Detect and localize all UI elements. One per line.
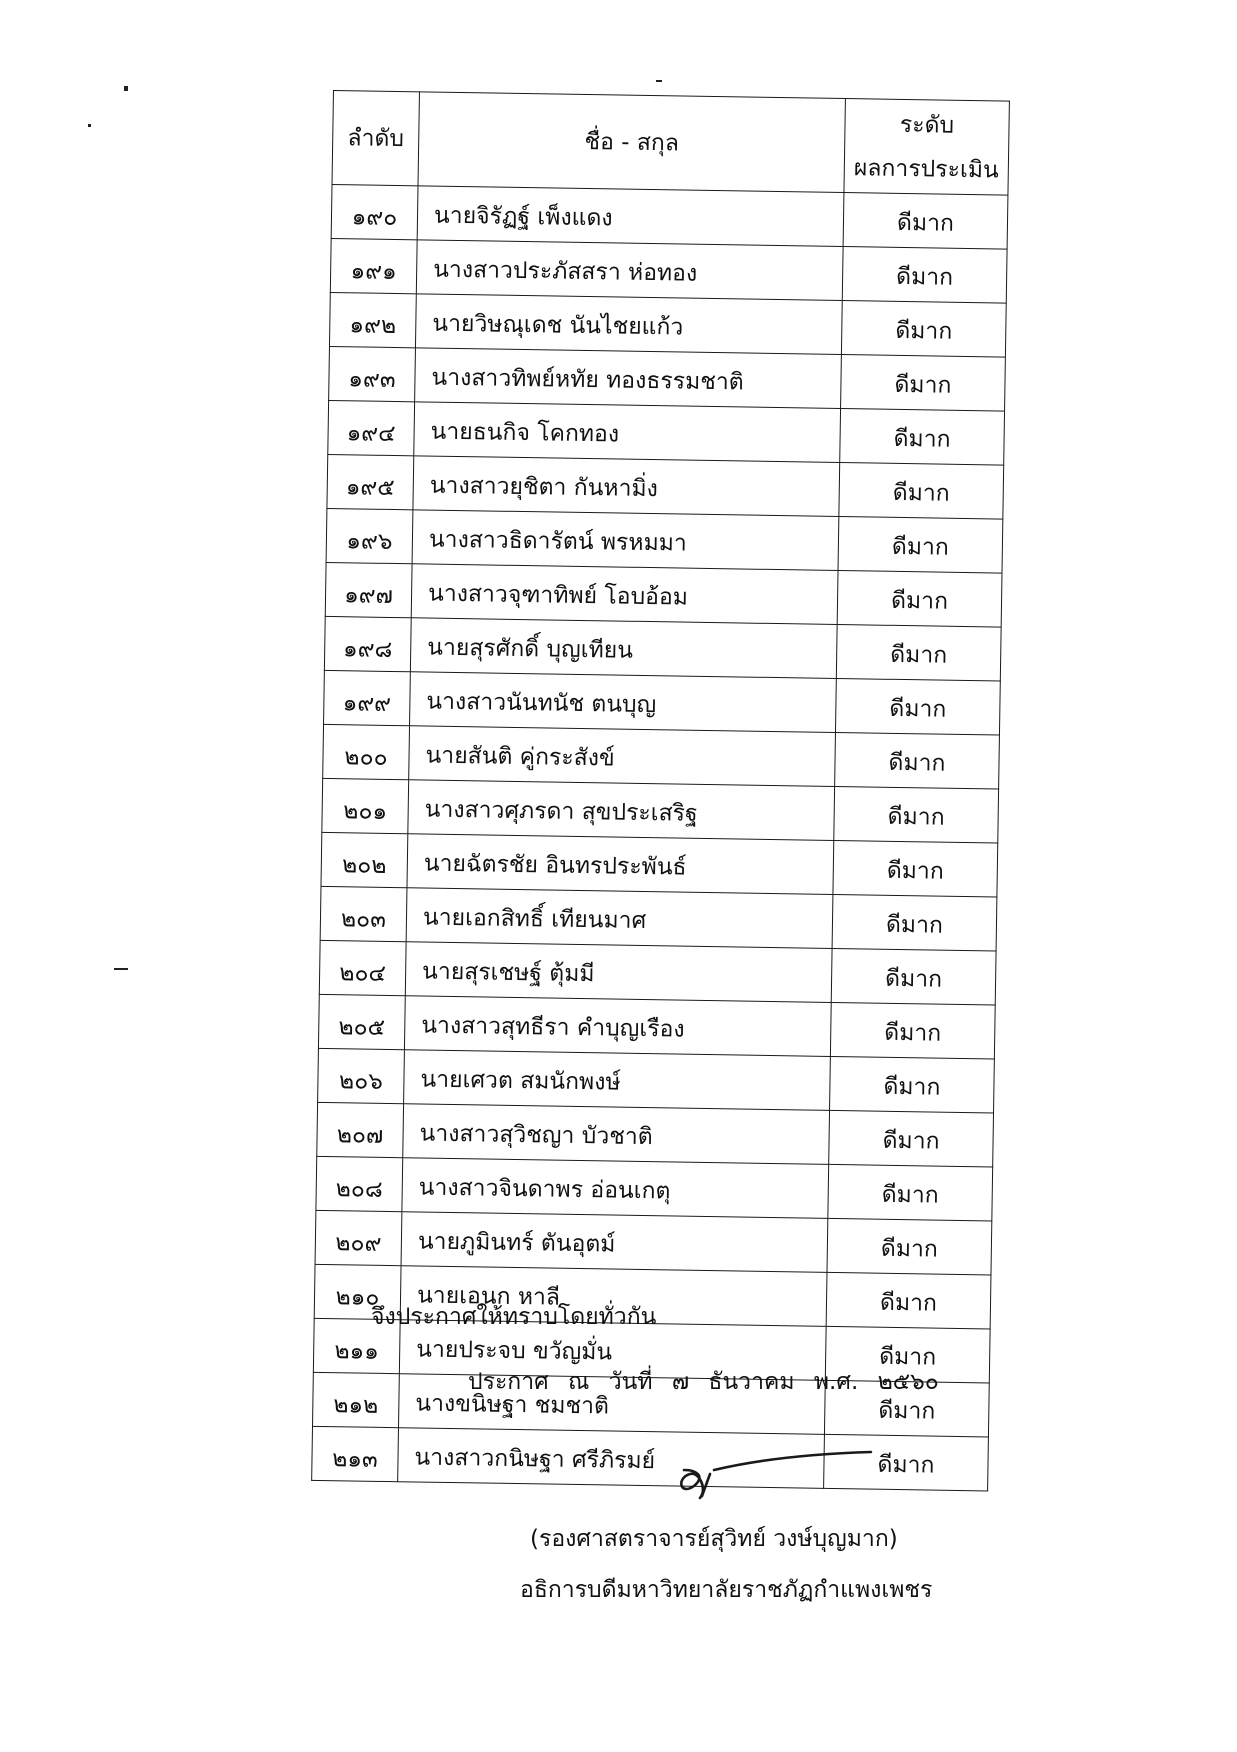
scan-speck bbox=[88, 124, 91, 127]
row-number: ๑๙๕ bbox=[327, 454, 414, 509]
row-name: นางสาวสุวิชญา บัวชาติ bbox=[403, 1104, 830, 1165]
row-level: ดีมาก bbox=[837, 570, 1002, 627]
table-body bbox=[312, 184, 1008, 1490]
row-name: นายภูมินทร์ ตันอุตม์ bbox=[401, 1212, 828, 1273]
row-name: นางสาวจินดาพร อ่อนเกตุ bbox=[402, 1158, 829, 1219]
row-level: ดีมาก bbox=[841, 301, 1006, 358]
row-level: ดีมาก bbox=[826, 1272, 991, 1329]
row-name: นางสาวยุชิตา กันหามิ่ง bbox=[413, 456, 840, 517]
row-number: ๒๑๐ bbox=[314, 1264, 401, 1319]
row-level: ดีมาก bbox=[829, 1110, 994, 1167]
row-name: นางสาวศุภรดา สุขประเสริฐ bbox=[408, 780, 835, 841]
row-name: นายจิรัฏฐ์ เพ็งแดง bbox=[417, 186, 844, 247]
row-number: ๑๙๖ bbox=[326, 508, 413, 563]
row-level: ดีมาก bbox=[833, 840, 998, 897]
row-name: นายสุรศักดิ์ บุญเทียน bbox=[410, 618, 837, 679]
row-number: ๒๐๕ bbox=[318, 994, 405, 1049]
row-number: ๑๙๔ bbox=[328, 400, 415, 455]
row-number: ๒๐๐ bbox=[323, 724, 410, 779]
row-level: ดีมาก bbox=[843, 193, 1008, 250]
row-name: นายวิษณุเดช นันไชยแก้ว bbox=[415, 294, 842, 355]
row-name: นายเศวต สมนักพงษ์ bbox=[404, 1050, 831, 1111]
row-level: ดีมาก bbox=[840, 409, 1005, 466]
row-name: นางสาวสุทธีรา คำบุญเรือง bbox=[404, 996, 831, 1057]
row-number: ๑๙๘ bbox=[324, 616, 411, 671]
row-number: ๒๐๑ bbox=[322, 778, 409, 833]
row-level: ดีมาก bbox=[839, 463, 1004, 520]
signer-position: อธิการบดีมหาวิทยาลัยราชภัฏกำแพงเพชร bbox=[520, 1577, 933, 1603]
closing-text: จึงประกาศให้ทราบโดยทั่วกัน bbox=[371, 1304, 657, 1330]
row-number: ๑๙๗ bbox=[325, 562, 412, 617]
scan-speck bbox=[114, 968, 128, 970]
header-level-line1: ระดับ bbox=[899, 111, 955, 139]
row-number: ๑๙๙ bbox=[324, 670, 411, 725]
row-level: ดีมาก bbox=[827, 1218, 992, 1275]
row-name: นายฉัตรชัย อินทรประพันธ์ bbox=[407, 834, 834, 895]
row-level: ดีมาก bbox=[841, 355, 1006, 412]
row-number: ๒๑๑ bbox=[313, 1318, 400, 1373]
row-level: ดีมาก bbox=[836, 624, 1001, 681]
row-number: ๒๐๖ bbox=[318, 1048, 405, 1103]
row-level: ดีมาก bbox=[842, 247, 1007, 304]
row-name: นางสาวนันทนัช ตนบุญ bbox=[410, 672, 837, 733]
row-number: ๒๑๓ bbox=[312, 1426, 399, 1481]
row-number: ๒๐๔ bbox=[319, 940, 406, 995]
row-level: ดีมาก bbox=[825, 1326, 990, 1383]
row-level: ดีมาก bbox=[828, 1164, 993, 1221]
header-name: ชื่อ - สกุล bbox=[418, 92, 845, 193]
row-number: ๑๙๓ bbox=[329, 346, 416, 401]
header-number: ลำดับ bbox=[332, 91, 419, 186]
row-name: นางสาวธิดารัตน์ พรหมมา bbox=[412, 510, 839, 571]
row-level: ดีมาก bbox=[824, 1380, 989, 1437]
row-number: ๒๑๒ bbox=[313, 1372, 400, 1427]
row-number: ๑๙๒ bbox=[329, 292, 416, 347]
row-number: ๒๐๒ bbox=[321, 832, 408, 887]
table-header-row bbox=[332, 91, 1009, 196]
row-name: นายเอกสิทธิ์ เทียนมาศ bbox=[406, 888, 833, 949]
signer-name: (รองศาสตราจารย์สุวิทย์ วงษ์บุญมาก) bbox=[530, 1526, 898, 1552]
evaluation-results-table bbox=[311, 90, 1010, 1491]
row-name: นางขนิษฐา ชมชาติ bbox=[398, 1374, 825, 1435]
scan-speck bbox=[124, 86, 128, 91]
row-name: นางสาวจุฑาทิพย์ โอบอ้อม bbox=[411, 564, 838, 625]
table-row bbox=[312, 1426, 989, 1491]
row-number: ๑๙๐ bbox=[331, 184, 418, 239]
row-level: ดีมาก bbox=[838, 516, 1003, 573]
row-name: นายเอนก หาลี bbox=[400, 1266, 827, 1327]
header-level bbox=[844, 99, 1009, 196]
row-number: ๒๐๓ bbox=[320, 886, 407, 941]
row-level: ดีมาก bbox=[835, 732, 1000, 789]
row-name: นางสาวทิพย์หทัย ทองธรรมชาติ bbox=[415, 348, 842, 409]
announcement-date: ประกาศ ณ วันที่ ๗ ธันวาคม พ.ศ. ๒๕๖๐ bbox=[468, 1369, 939, 1395]
row-name: นายประจบ ขวัญมั่น bbox=[399, 1320, 826, 1381]
row-number: ๒๐๘ bbox=[316, 1156, 403, 1211]
row-level: ดีมาก bbox=[824, 1434, 989, 1491]
row-number: ๒๐๙ bbox=[315, 1210, 402, 1265]
header-level-line2: ผลการประเมิน bbox=[853, 154, 999, 183]
row-name: นายสุรเชษฐ์ ตุ้มมี bbox=[405, 942, 832, 1003]
row-name: นายธนกิจ โคกทอง bbox=[414, 402, 841, 463]
signature-mark bbox=[676, 1440, 876, 1510]
row-name: นางสาวประภัสสรา ห่อทอง bbox=[416, 240, 843, 301]
row-level: ดีมาก bbox=[830, 1056, 995, 1113]
row-number: ๒๐๗ bbox=[317, 1102, 404, 1157]
row-level: ดีมาก bbox=[831, 948, 996, 1005]
row-level: ดีมาก bbox=[832, 894, 997, 951]
row-name: นางสาวกนิษฐา ศรีภิรมย์ bbox=[398, 1428, 825, 1489]
row-level: ดีมาก bbox=[834, 786, 999, 843]
row-level: ดีมาก bbox=[835, 678, 1000, 735]
row-name: นายสันติ คู่กระสังข์ bbox=[409, 726, 836, 787]
row-number: ๑๙๑ bbox=[330, 238, 417, 293]
row-level: ดีมาก bbox=[830, 1002, 995, 1059]
scan-speck bbox=[656, 80, 662, 82]
